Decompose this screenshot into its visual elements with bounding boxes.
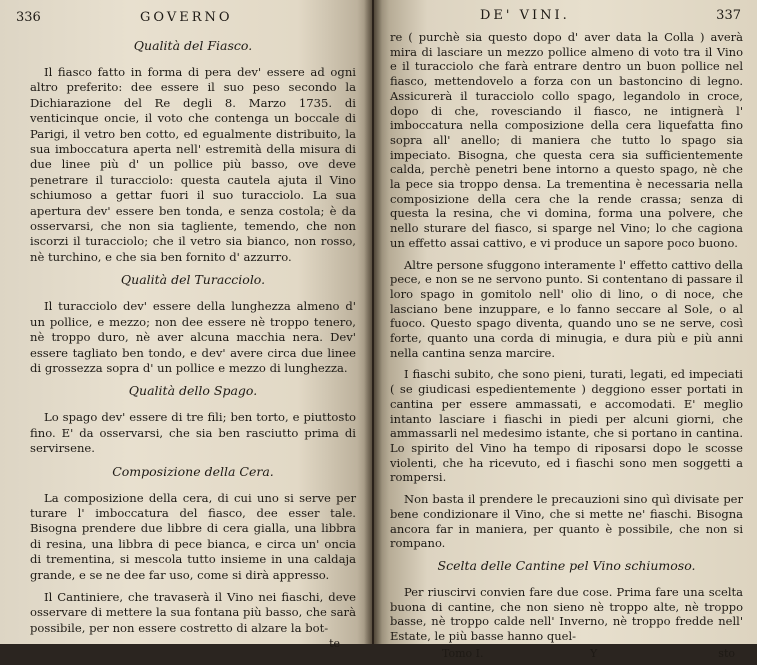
paragraph: Per riuscirvi convien fare due cose. Prima fare una scelta buona di cantine, che non sieno nè troppo alte, nè troppo basse, nè troppo calde nell' Inverno, nè troppo fredde nell' Estate, le più basse hanno quel- [390, 584, 743, 644]
page-number: 337 [716, 8, 741, 23]
paragraph: Lo spago dev' essere di tre fili; ben torto, e piuttosto fino. E' da osservarsi, che sia ben rasciutto prima di servirsene. [30, 410, 356, 456]
running-head: GOVERNO [140, 10, 233, 25]
section-heading: Scelta delle Cantine pel Vino schiumoso. [437, 557, 696, 573]
section-heading: Qualità del Turacciolo. [120, 272, 266, 288]
section-heading: Composizione della Cera. [112, 463, 274, 479]
right-page-header [390, 8, 743, 30]
catchword: sto [718, 646, 735, 660]
right-page [374, 0, 757, 660]
paragraph: Il Cantiniere, che travaserà il Vino nei fiaschi, deve osservare di mettere la sua fontana più basso, che sarà possibile, per non essere costretto di alzare la bot- [30, 589, 356, 635]
signature-mark: Y [590, 646, 598, 660]
left-page-header [16, 10, 356, 32]
paragraph: Il fiasco fatto in forma di pera dev' essere ad ogni altro preferito: dee essere il suo peso secondo la Dichiarazione del Re degli 8. Marzo 1735. di venticinque oncie, il voto che contenga un boccale di Parigi, il vetro ben cotto, ed egualmente distribuito, la sua imboccatura aperta nell' estremità della misura di due linee più d' un pollice più basso, ove deve penetrare il turacciolo: questa cautela ajuta il Vino schiumoso a gettar fuori il suo turacciolo. La sua apertura dev' essere ben tonda, e senza costola; è da osservarsi, che non sia tagliente, temendo, che non iscorzi il turacciolo; che il vetro sia bianco, non rosso, nè turchino, e che sia ben fornito d' azzurro. [30, 65, 356, 264]
paragraph: re ( purchè sia questo dopo d' aver data la Colla ) averà mira di lasciare un mezzo pollice almeno di voto tra il Vino e il turacciolo che farà entrare dentro un buon pollice nel fiasco, mettendovelo a forza con un bastoncino di legno. Assicurerà il turacciolo collo spago, legandolo in croce, dopo di che, rovesciando il fiasco, ne intignerà l' imboccatura nella composizione della cera liquefatta fino sopra all' anello; di maniera che tutto lo spago sia impeciato. Bisogna, che questa cera sia sufficientemente calda, perchè penetri bene intorno a questo spago, nè che la pece sia troppo densa. La trementina è necessaria nella composizione della cera che la rende crassa; senza di questa la resina, che vi domina, forma una polvere, che nello sturare del fiasco, si sparge nel Vino; lo che cagiona un effetto assai cattivo, e vi produce un sapore poco buono. [390, 30, 743, 250]
page-number: 336 [16, 10, 41, 25]
paragraph: Il turacciolo dev' essere della lunghezza almeno d' un pollice, e mezzo; non dee essere nè troppo tenero, nè troppo duro, nè aver alcuna macchia nera. Dev' essere tagliato ben tondo, e dev' avere circa due linee di grossezza sopra d' un pollice e mezzo di lunghezza. [30, 299, 356, 375]
paragraph: La composizione della cera, di cui uno si serve per turare l' imboccatura del fiasco, dee esser tale. Bisogna prendere due libbre di cera gialla, una libbra di resina, una libbra di pece bianca, e circa un' oncia di trementina, si mescola tutto insieme in una caldaja grande, e se ne dee far uso, come si dirà appresso. [30, 490, 356, 582]
section-heading: Qualità del Fiasco. [133, 38, 253, 53]
section-heading: Qualità dello Spago. [128, 383, 258, 399]
paragraph: I fiaschi subito, che sono pieni, turati, legati, ed impeciati ( se giudicasi espedientemente ) deggiono esser portati in cantina per essere ammassati, e accomodati. E' meglio intanto lasciare i fiaschi in piedi per alcuni giorni, che ammassarli nel medesimo istante, che si portano in cantina. Lo spirito del Vino ha tempo di riposarsi dopo le scosse violenti, che ha ricevuto, ed i fiaschi sono men soggetti a rompersi. [390, 367, 743, 485]
book-gutter [364, 0, 382, 644]
running-head: DE' VINI. [480, 8, 570, 23]
paragraph: Non basta il prendere le precauzioni sino quì divisate per bene condizionare il Vino, che si mette ne' fiaschi. Bisogna ancora far in maniera, per quanto è possibile, che non si rompano. [390, 492, 743, 551]
left-page [0, 0, 372, 651]
catchword: te [329, 637, 340, 651]
signature-line [390, 647, 743, 665]
paragraph: Altre persone sfuggono interamente l' effetto cattivo della pece, e non se ne servono punto. Si contentano di passare il loro spago in gomitolo nell' olio di lino, o di noce, che lasciano bene inzuppare, e lo fanno seccare al Sole, o al fuoco. Questo spago diventa, quando uno se ne serve, così forte, quanto una corda di minugia, e dura più e più anni nella cantina senza marcire. [390, 257, 743, 360]
volume-label: Tomo I. [442, 646, 484, 660]
